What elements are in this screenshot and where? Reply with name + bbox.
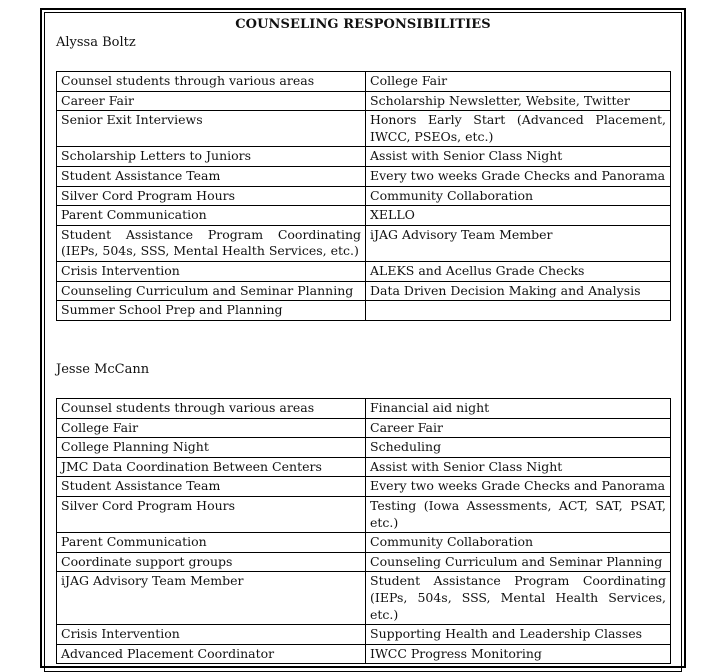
table-cell: Parent Communication: [57, 206, 366, 226]
table-cell: Scholarship Letters to Juniors: [57, 147, 366, 167]
table-row: [57, 533, 671, 553]
table-row: [57, 418, 671, 438]
table-cell: Scholarship Newsletter, Website, Twitter: [366, 91, 671, 111]
table-cell: IWCC Progress Monitoring: [366, 644, 671, 664]
table-cell: Silver Cord Program Hours: [57, 496, 366, 532]
table-row: [57, 477, 671, 497]
table-row: [57, 72, 671, 92]
table-cell: Student Assistance Team: [57, 166, 366, 186]
table-cell: Crisis Intervention: [57, 261, 366, 281]
table-cell: Counsel students through various areas: [57, 399, 366, 419]
table-row: [57, 206, 671, 226]
table-cell: Summer School Prep and Planning: [57, 301, 366, 321]
responsibilities-table-1: [56, 71, 671, 321]
table-cell: iJAG Advisory Team Member: [366, 225, 671, 261]
table-row: [57, 261, 671, 281]
table-cell: ALEKS and Acellus Grade Checks: [366, 261, 671, 281]
table-row: [57, 91, 671, 111]
table-cell: Career Fair: [57, 91, 366, 111]
table-row: [57, 552, 671, 572]
table-row: [57, 186, 671, 206]
table-cell: Every two weeks Grade Checks and Panorama: [366, 166, 671, 186]
table-row: [57, 457, 671, 477]
table-cell: Every two weeks Grade Checks and Panorama: [366, 477, 671, 497]
table-cell: College Planning Night: [57, 438, 366, 458]
table-row: [57, 147, 671, 167]
table-cell: Coordinate support groups: [57, 552, 366, 572]
table-cell: iJAG Advisory Team Member: [57, 572, 366, 625]
table-row: [57, 111, 671, 147]
table-cell: Honors Early Start (Advanced Placement, IWCC, PSEOs, etc.): [366, 111, 671, 147]
table-row: [57, 399, 671, 419]
table-cell: Silver Cord Program Hours: [57, 186, 366, 206]
table-cell: Counsel students through various areas: [57, 72, 366, 92]
table-row: [57, 301, 671, 321]
table-cell: Crisis Intervention: [57, 625, 366, 645]
counselor-name-2: Jesse McCann: [56, 362, 150, 377]
table-cell: College Fair: [366, 72, 671, 92]
table-cell: XELLO: [366, 206, 671, 226]
table-cell: Career Fair: [366, 418, 671, 438]
table-cell: [366, 301, 671, 321]
table-row: [57, 572, 671, 625]
table-cell: JMC Data Coordination Between Centers: [57, 457, 366, 477]
responsibilities-table-2: [56, 398, 671, 664]
table-cell: Assist with Senior Class Night: [366, 457, 671, 477]
table-row: [57, 281, 671, 301]
table-cell: Assist with Senior Class Night: [366, 147, 671, 167]
counselor-name-1: Alyssa Boltz: [56, 35, 136, 50]
table-row: [57, 644, 671, 664]
table-cell: Senior Exit Interviews: [57, 111, 366, 147]
table-cell: Student Assistance Program Coordinating (IEPs, 504s, SSS, Mental Health Services, etc.): [366, 572, 671, 625]
document-title: COUNSELING RESPONSIBILITIES: [235, 17, 491, 32]
table-cell: Testing (Iowa Assessments, ACT, SAT, PSAT, etc.): [366, 496, 671, 532]
table-cell: Community Collaboration: [366, 186, 671, 206]
table-cell: Supporting Health and Leadership Classes: [366, 625, 671, 645]
table-cell: Financial aid night: [366, 399, 671, 419]
table-cell: Student Assistance Program Coordinating (IEPs, 504s, SSS, Mental Health Services, etc.): [57, 225, 366, 261]
table-cell: Parent Communication: [57, 533, 366, 553]
table-cell: College Fair: [57, 418, 366, 438]
table-cell: Counseling Curriculum and Seminar Planning: [366, 552, 671, 572]
table-row: [57, 225, 671, 261]
table-cell: Counseling Curriculum and Seminar Planning: [57, 281, 366, 301]
table-row: [57, 166, 671, 186]
table-cell: Scheduling: [366, 438, 671, 458]
table-cell: Advanced Placement Coordinator: [57, 644, 366, 664]
table-cell: Student Assistance Team: [57, 477, 366, 497]
table-cell: Data Driven Decision Making and Analysis: [366, 281, 671, 301]
table-row: [57, 496, 671, 532]
table-cell: Community Collaboration: [366, 533, 671, 553]
table-row: [57, 625, 671, 645]
table-row: [57, 438, 671, 458]
